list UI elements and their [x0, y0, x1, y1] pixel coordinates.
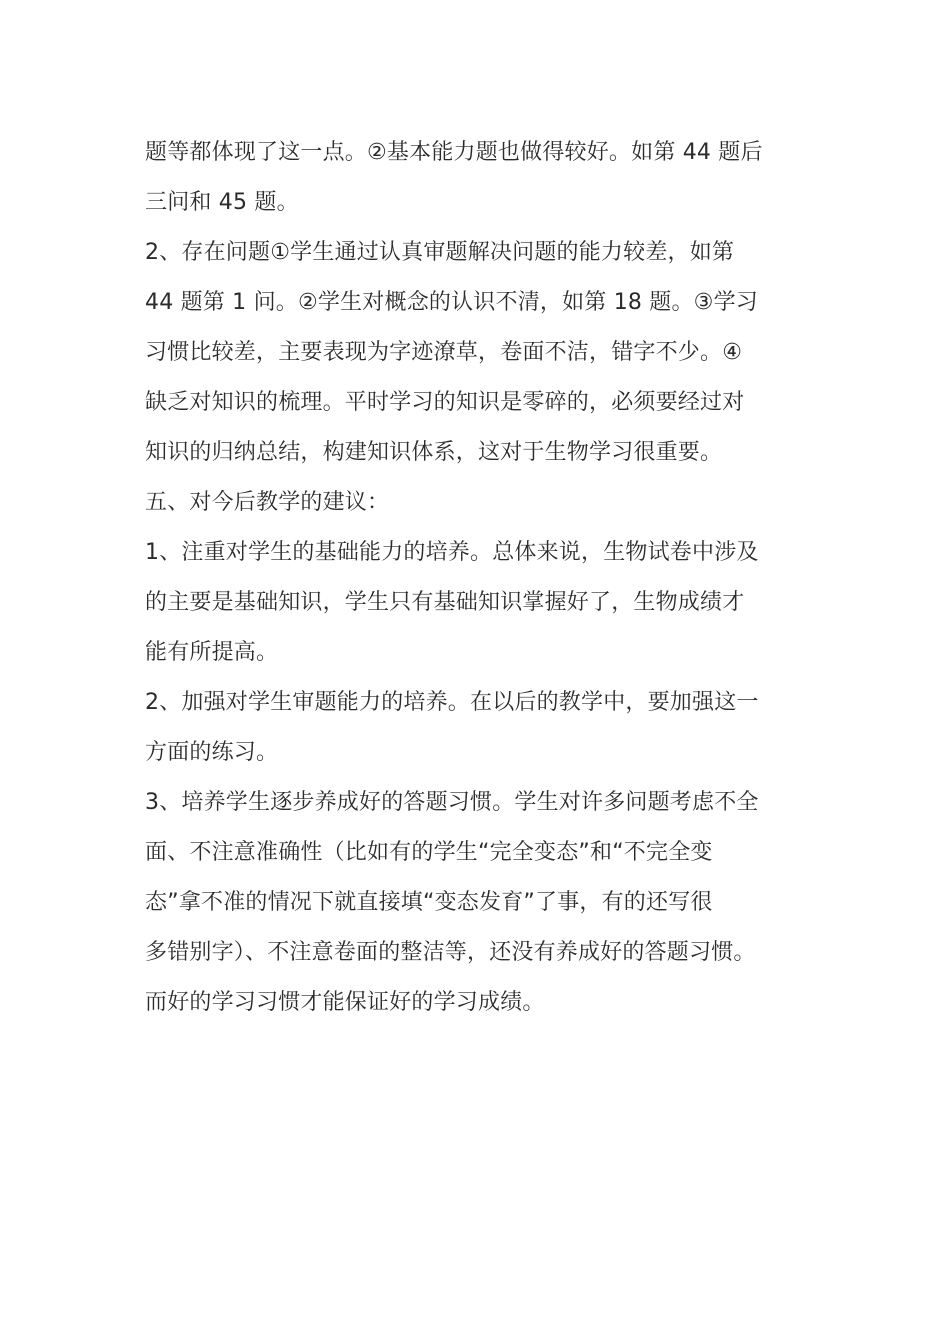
text-line: 三问和 45 题。 — [145, 190, 299, 215]
text-line: 2、加强对学生审题能力的培养。在以后的教学中，要加强这一 — [145, 690, 759, 715]
text-line: 习惯比较差，主要表现为字迹潦草，卷面不洁，错字不少。④ — [145, 340, 743, 365]
section-heading: 五、对今后教学的建议： — [145, 490, 390, 515]
text-line: 知识的归纳总结，构建知识体系，这对于生物学习很重要。 — [145, 440, 723, 465]
text-line: 面、不注意准确性（比如有的学生“完全变态”和“不完全变 — [145, 840, 713, 865]
text-line: 方面的练习。 — [145, 740, 279, 765]
text-line: 3、培养学生逐步养成好的答题习惯。学生对许多问题考虑不全 — [145, 790, 759, 815]
text-line: 题等都体现了这一点。②基本能力题也做得较好。如第 44 题后 — [145, 140, 763, 165]
text-line: 多错别字）、不注意卷面的整洁等，还没有养成好的答题习惯。 — [145, 940, 756, 965]
text-line: 的主要是基础知识，学生只有基础知识掌握好了，生物成绩才 — [145, 590, 745, 615]
text-line: 能有所提高。 — [145, 640, 279, 665]
text-line: 2、存在问题①学生通过认真审题解决问题的能力较差，如第 — [145, 240, 735, 265]
text-line: 态”拿不准的情况下就直接填“变态发育”了事，有的还写很 — [145, 890, 713, 915]
text-line: 44 题第 1 问。②学生对概念的认识不清，如第 18 题。③学习 — [145, 290, 758, 315]
text-line: 缺乏对知识的梳理。平时学习的知识是零碎的，必须要经过对 — [145, 390, 745, 415]
text-line: 1、注重对学生的基础能力的培养。总体来说，生物试卷中涉及 — [145, 540, 759, 565]
text-line: 而好的学习习惯才能保证好的学习成绩。 — [145, 990, 545, 1015]
document-body — [145, 128, 815, 1028]
